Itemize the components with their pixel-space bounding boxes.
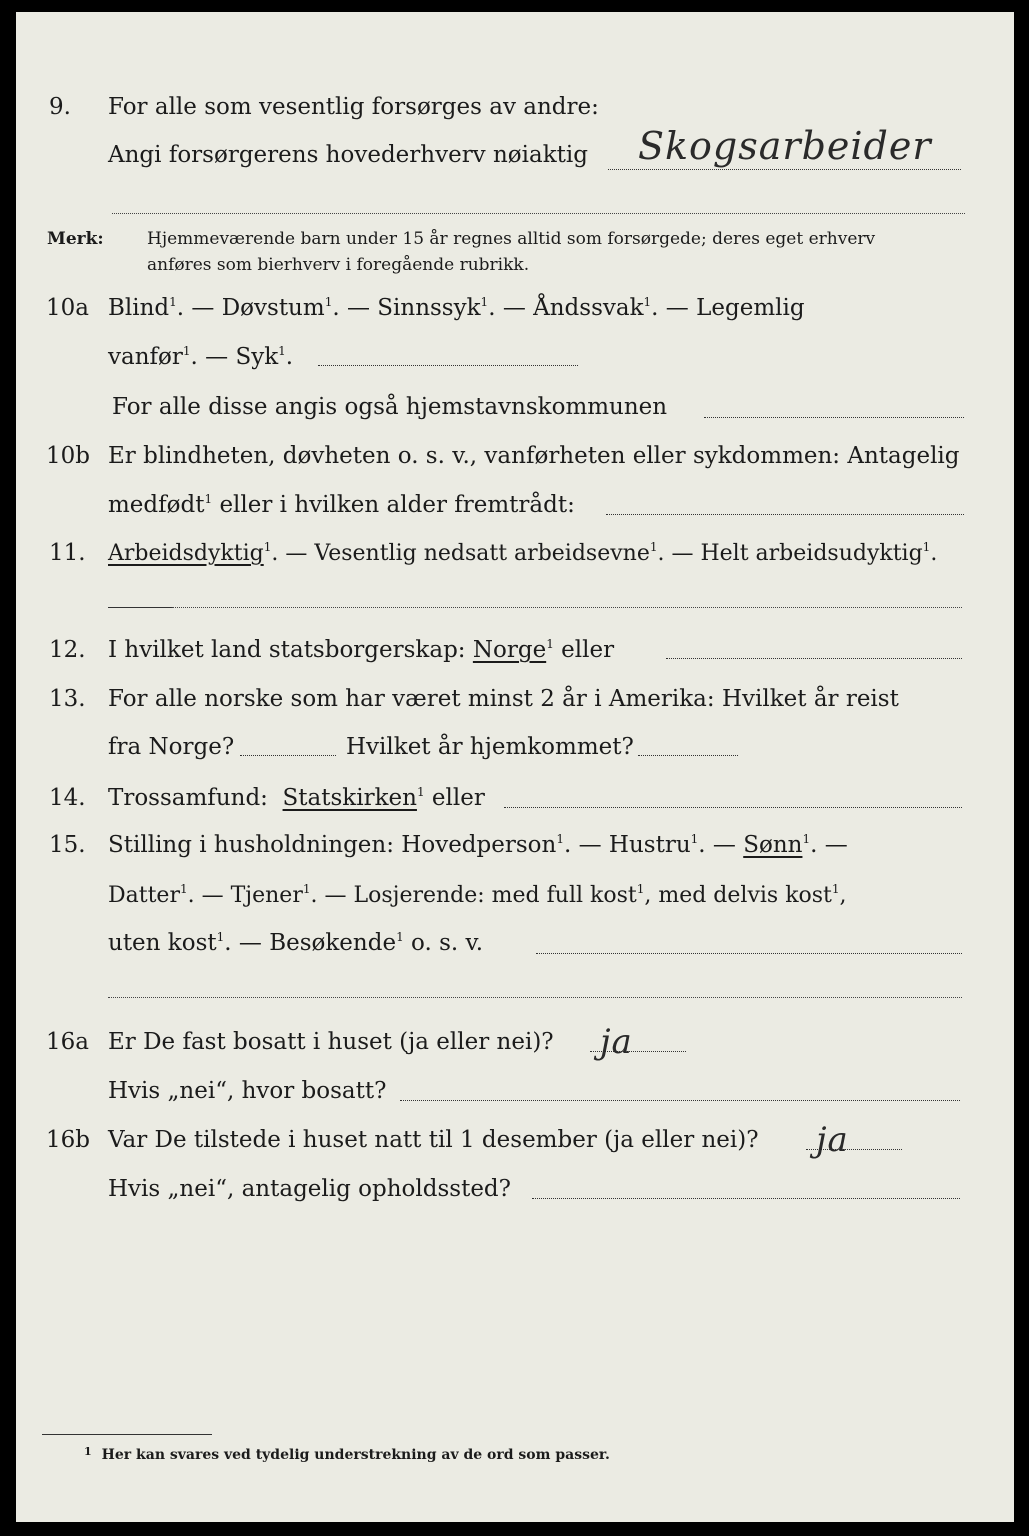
- q16a-number: 16a: [46, 1029, 89, 1055]
- q9-text1: For alle som vesentlig forsørges av andre:: [108, 94, 599, 120]
- opt-delvis-kost[interactable]: , med delvis kost: [644, 883, 832, 908]
- q12-text: I hvilket land statsborgerskap:: [108, 637, 466, 663]
- q16b-opholdssted-line[interactable]: [532, 1198, 960, 1199]
- q13-text2b: Hvilket år hjemkommet?: [346, 734, 634, 760]
- footnote: [84, 1445, 610, 1463]
- opt-medfodt[interactable]: medfødt: [108, 492, 205, 518]
- q16b-text1: Var De tilstede i huset natt til 1 desember (ja eller nei)?: [108, 1127, 759, 1153]
- q11-answer-line[interactable]: [172, 607, 962, 608]
- q9-number: 9.: [49, 94, 71, 120]
- q16b-number: 16b: [46, 1127, 90, 1153]
- q16a-handwritten-answer: ja: [600, 1022, 633, 1062]
- census-form-page: 9. For alle som vesentlig forsørges av andre: Angi forsørgerens hovederhverv nøiaktig Skogsarbeider Merk: Hjemmeværende barn under 15 år regnes alltid som forsørgede; deres eget erhverv anføres som bierhverv i foregående rubrikk. 10a Blind$^1$. — Døvstum$^1$. — Sinnssyk$^1$. — Åndssvak$^1$. — Legemlig vanfør$^1$. — Syk$^1$. For alle disse angis også hjemstavnskommunen 10b Er blindheten, døvheten o. s. v., vanførheten eller sykdommen: Antagelig medfødt$^1$ eller i hvilken alder fremtrådt: 11. Arbeidsdyktig$^1$. — Vesentlig nedsatt arbeidsevne$^1$. — Helt arbeidsudyktig$^1$. 12. I hvilket land statsborgerskap: Norge$^1$ eller 13. For alle norske som har været minst 2 år i Amerika: Hvilket år reist fra Norge? Hvilket år hjemkommet? 14. Trossamfund: Statskirken$^1$ eller 15. Stilling i husholdningen: Hovedperson$^1$. — Hustru$^1$. — Sønn$^1$. — Datter$^1$. — Tjener$^1$. — Losjerende: med full kost$^1$, med delvis kost$^1$, uten kost$^1$. — Besøkende$^1$ o. s. v. 16a Er De fast bosatt i huset (ja eller nei)? ja Hvis „nei“, hvor bosatt? 16b Var De tilstede i huset natt til 1 desember (ja eller nei)? ja Hvis „nei“, antagelig opholdssted? $^1$ Her kan svares ved tydelig understrekning av de ord som passer.: [16, 12, 1014, 1522]
- opt-besokende[interactable]: — Besøkende: [238, 930, 397, 956]
- q11-number: 11.: [49, 540, 86, 566]
- q10a-options: Blind$^1$. — Døvstum$^1$. — Sinnssyk$^1$. — Åndssvak$^1$. — Legemlig: [108, 295, 805, 321]
- q10a-number: 10a: [46, 295, 89, 321]
- q10a-syk-line[interactable]: [318, 365, 578, 366]
- q16b-handwritten-answer: ja: [816, 1120, 849, 1160]
- opt-sinnssyk[interactable]: — Sinnssyk: [346, 295, 481, 321]
- opt-hovedperson[interactable]: Stilling i husholdningen: Hovedperson: [108, 832, 557, 858]
- footnote-text: Her kan svares ved tydelig understrekning av de ord som passer.: [101, 1447, 610, 1463]
- q10b-answer-line[interactable]: [606, 514, 964, 515]
- opt-norge[interactable]: Norge: [472, 637, 547, 663]
- merk-text1: Hjemmeværende barn under 15 år regnes alltid som forsørgede; deres eget erhverv: [147, 229, 876, 249]
- opt-udyktig[interactable]: — Helt arbeidsudyktig: [671, 541, 923, 566]
- footnote-rule: [42, 1434, 212, 1435]
- opt-blind[interactable]: Blind: [108, 295, 170, 321]
- footnote-mark: 1: [84, 1445, 92, 1458]
- opt-dovstum[interactable]: — Døvstum: [191, 295, 325, 321]
- q9-text2: Angi forsørgerens hovederhverv nøiaktig: [108, 142, 588, 168]
- q14-eller: eller: [431, 785, 485, 811]
- q16a-bosatt-line[interactable]: [400, 1100, 960, 1101]
- q15-answer-line[interactable]: [536, 953, 962, 954]
- q14-text: Trossamfund:: [108, 785, 268, 811]
- q13-text1: For alle norske som har været minst 2 år i Amerika: Hvilket år reist: [108, 686, 899, 712]
- opt-andssvak[interactable]: — Åndssvak: [502, 295, 644, 321]
- q13-reist-line[interactable]: [240, 755, 336, 756]
- q10a-text3: For alle disse angis også hjemstavnskommunen: [112, 394, 668, 420]
- q15-extra-line[interactable]: [108, 997, 962, 998]
- opt-legemlig[interactable]: — Legemlig: [665, 295, 805, 321]
- q14-number: 14.: [49, 785, 86, 811]
- q9-handwritten-answer: Skogsarbeider: [638, 124, 932, 168]
- q11-short-rule: [108, 607, 172, 608]
- opt-vanfor[interactable]: vanfør: [108, 344, 183, 370]
- q10b-text1: Er blindheten, døvheten o. s. v., vanførheten eller sykdommen: Antagelig: [108, 443, 960, 469]
- hjemstavn-line[interactable]: [704, 417, 964, 418]
- q13-text2a: fra Norge?: [108, 734, 235, 760]
- q15-osv: o. s. v.: [411, 930, 484, 956]
- q12-answer-line[interactable]: [666, 658, 962, 659]
- opt-full-kost[interactable]: — Losjerende: med full kost: [324, 883, 637, 908]
- q16a-text2: Hvis „nei“, hvor bosatt?: [108, 1078, 387, 1104]
- opt-tjener[interactable]: — Tjener: [201, 883, 303, 908]
- opt-arbeidsdyktig[interactable]: Arbeidsdyktig: [108, 541, 264, 566]
- q16b-text2: Hvis „nei“, antagelig opholdssted?: [108, 1176, 511, 1202]
- opt-uten-kost[interactable]: uten kost: [108, 930, 217, 956]
- opt-statskirken[interactable]: Statskirken: [282, 785, 417, 811]
- q13-hjemkommet-line[interactable]: [638, 755, 738, 756]
- merk-label: Merk:: [47, 229, 104, 249]
- q10b-number: 10b: [46, 443, 90, 469]
- opt-syk[interactable]: — Syk: [205, 344, 279, 370]
- q12-eller: eller: [561, 637, 615, 663]
- q16a-text1: Er De fast bosatt i huset (ja eller nei)?: [108, 1029, 554, 1055]
- merk-text2: anføres som bierhverv i foregående rubrikk.: [147, 255, 530, 275]
- opt-datter[interactable]: Datter: [108, 883, 180, 908]
- q10b-text2: eller i hvilken alder fremtrådt:: [219, 492, 575, 518]
- q9-answer-line[interactable]: [608, 169, 961, 170]
- separator-rule: [112, 213, 965, 214]
- q12-number: 12.: [49, 637, 86, 663]
- opt-sonn[interactable]: Sønn: [743, 832, 803, 858]
- q13-number: 13.: [49, 686, 86, 712]
- q14-answer-line[interactable]: [504, 807, 962, 808]
- q15-number: 15.: [49, 832, 86, 858]
- opt-hustru[interactable]: — Hustru: [578, 832, 691, 858]
- opt-nedsatt[interactable]: — Vesentlig nedsatt arbeidsevne: [285, 541, 650, 566]
